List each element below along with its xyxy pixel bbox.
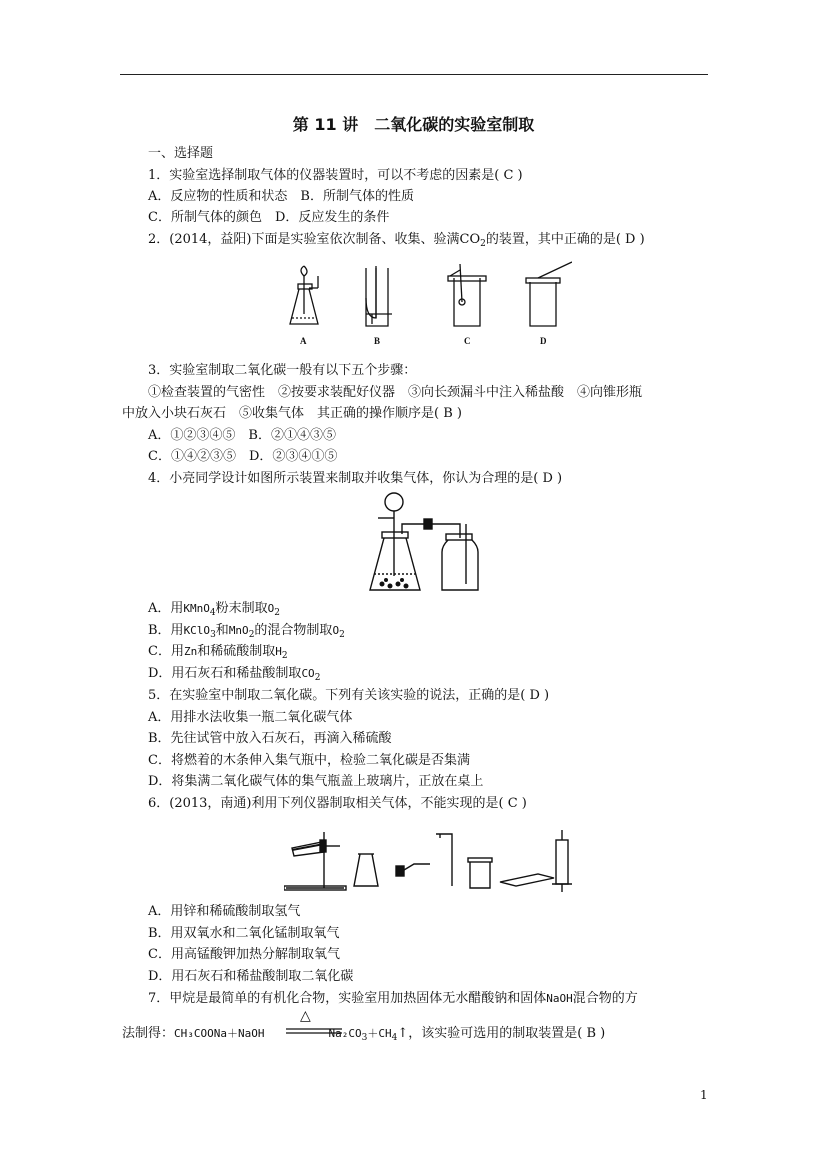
q3-line3: 中放入小块石灰石 ⑤收集气体 其正确的操作顺序是( B ) [122, 406, 462, 421]
header-rule [120, 74, 708, 75]
label-d: D [540, 336, 547, 346]
q3-options-cd: C．①④②③⑤ D．②③④①⑤ [148, 449, 338, 464]
q1-stem: 1．实验室选择制取气体的仪器装置时，可以不考虑的因素是( C ) [148, 168, 523, 183]
q2-stem: 2．(2014，益阳)下面是实验室依次制备、收集、验满$CO_2$的装置，其中正确的是( D ) [148, 232, 645, 249]
apparatus-a [290, 266, 318, 324]
page-number: 1 [700, 1088, 708, 1102]
q5-stem: 5．在实验室中制取二氧化碳。下列有关该实验的说法，正确的是( D ) [148, 688, 550, 703]
q5-option-c: C．将燃着的木条伸入集气瓶中，检验二氧化碳是否集满 [148, 753, 470, 768]
q1-options-cd: C．所制气体的颜色 D．反应发生的条件 [148, 210, 390, 225]
q6-option-c: C．用高锰酸钾加热分解制取氧气 [148, 947, 340, 962]
q2-figure [282, 256, 572, 348]
apparatus-b [366, 266, 392, 326]
page-title: 第 11 讲 二氧化碳的实验室制取 [292, 115, 535, 134]
q3-options-ab: A．①②③④⑤ B．②①④③⑤ [148, 428, 336, 443]
q4-option-b: B．用KClO$_3$和MnO$_2$的混合物制取$O_2$ [148, 623, 345, 640]
label-a: A [300, 336, 307, 346]
q7-line2: 法制得：CH₃COONa＋NaOH $Na_2CO_3+CH_4↑$，该实验可选用的制取装置是( B ) [122, 1026, 606, 1043]
q5-option-b: B．先往试管中放入石灰石，再滴入稀硫酸 [148, 731, 392, 746]
q1-options-ab: A．反应物的性质和状态 B．所制气体的性质 [148, 189, 414, 204]
q6-option-b: B．用双氧水和二氧化锰制取氧气 [148, 926, 340, 941]
q5-option-d: D．将集满二氧化碳气体的集气瓶盖上玻璃片，正放在桌上 [148, 774, 484, 789]
q4-option-d: D．用石灰石和稀盐酸制取$CO_2$ [148, 666, 321, 683]
q4-stem: 4．小亮同学设计如图所示装置来制取并收集气体，你认为合理的是( D ) [148, 471, 563, 486]
q3-stem: 3．实验室制取二氧化碳一般有以下五个步骤： [148, 363, 417, 378]
q6-stem: 6．(2013，南通)利用下列仪器制取相关气体，不能实现的是( C ) [148, 796, 527, 811]
label-b: B [374, 336, 381, 346]
label-c: C [464, 336, 471, 346]
q5-option-a: A．用排水法收集一瓶二氧化碳气体 [148, 710, 353, 725]
q6-option-a: A．用锌和稀硫酸制取氢气 [148, 904, 301, 919]
q4-option-c: C．用Zn和稀硫酸制取$H_2$ [148, 644, 288, 661]
reaction-equals-sign [284, 1026, 344, 1036]
apparatus-d [526, 262, 572, 326]
q6-option-d: D．用石灰石和稀盐酸制取二氧化碳 [148, 969, 354, 984]
reaction-condition: △ [300, 1008, 311, 1024]
q4-figure [364, 490, 494, 596]
q6-figure [284, 826, 574, 896]
q4-option-a: A．用KMnO$_4$粉末制取$O_2$ [148, 601, 280, 618]
q7-line1: 7．甲烷是最简单的有机化合物，实验室用加热固体无水醋酸钠和固体NaOH混合物的方 [148, 991, 638, 1006]
q3-line2: ①检查装置的气密性 ②按要求装配好仪器 ③向长颈漏斗中注入稀盐酸 ④向锥形瓶 [148, 385, 643, 400]
apparatus-c [448, 264, 486, 326]
section-heading: 一、选择题 [148, 146, 214, 161]
